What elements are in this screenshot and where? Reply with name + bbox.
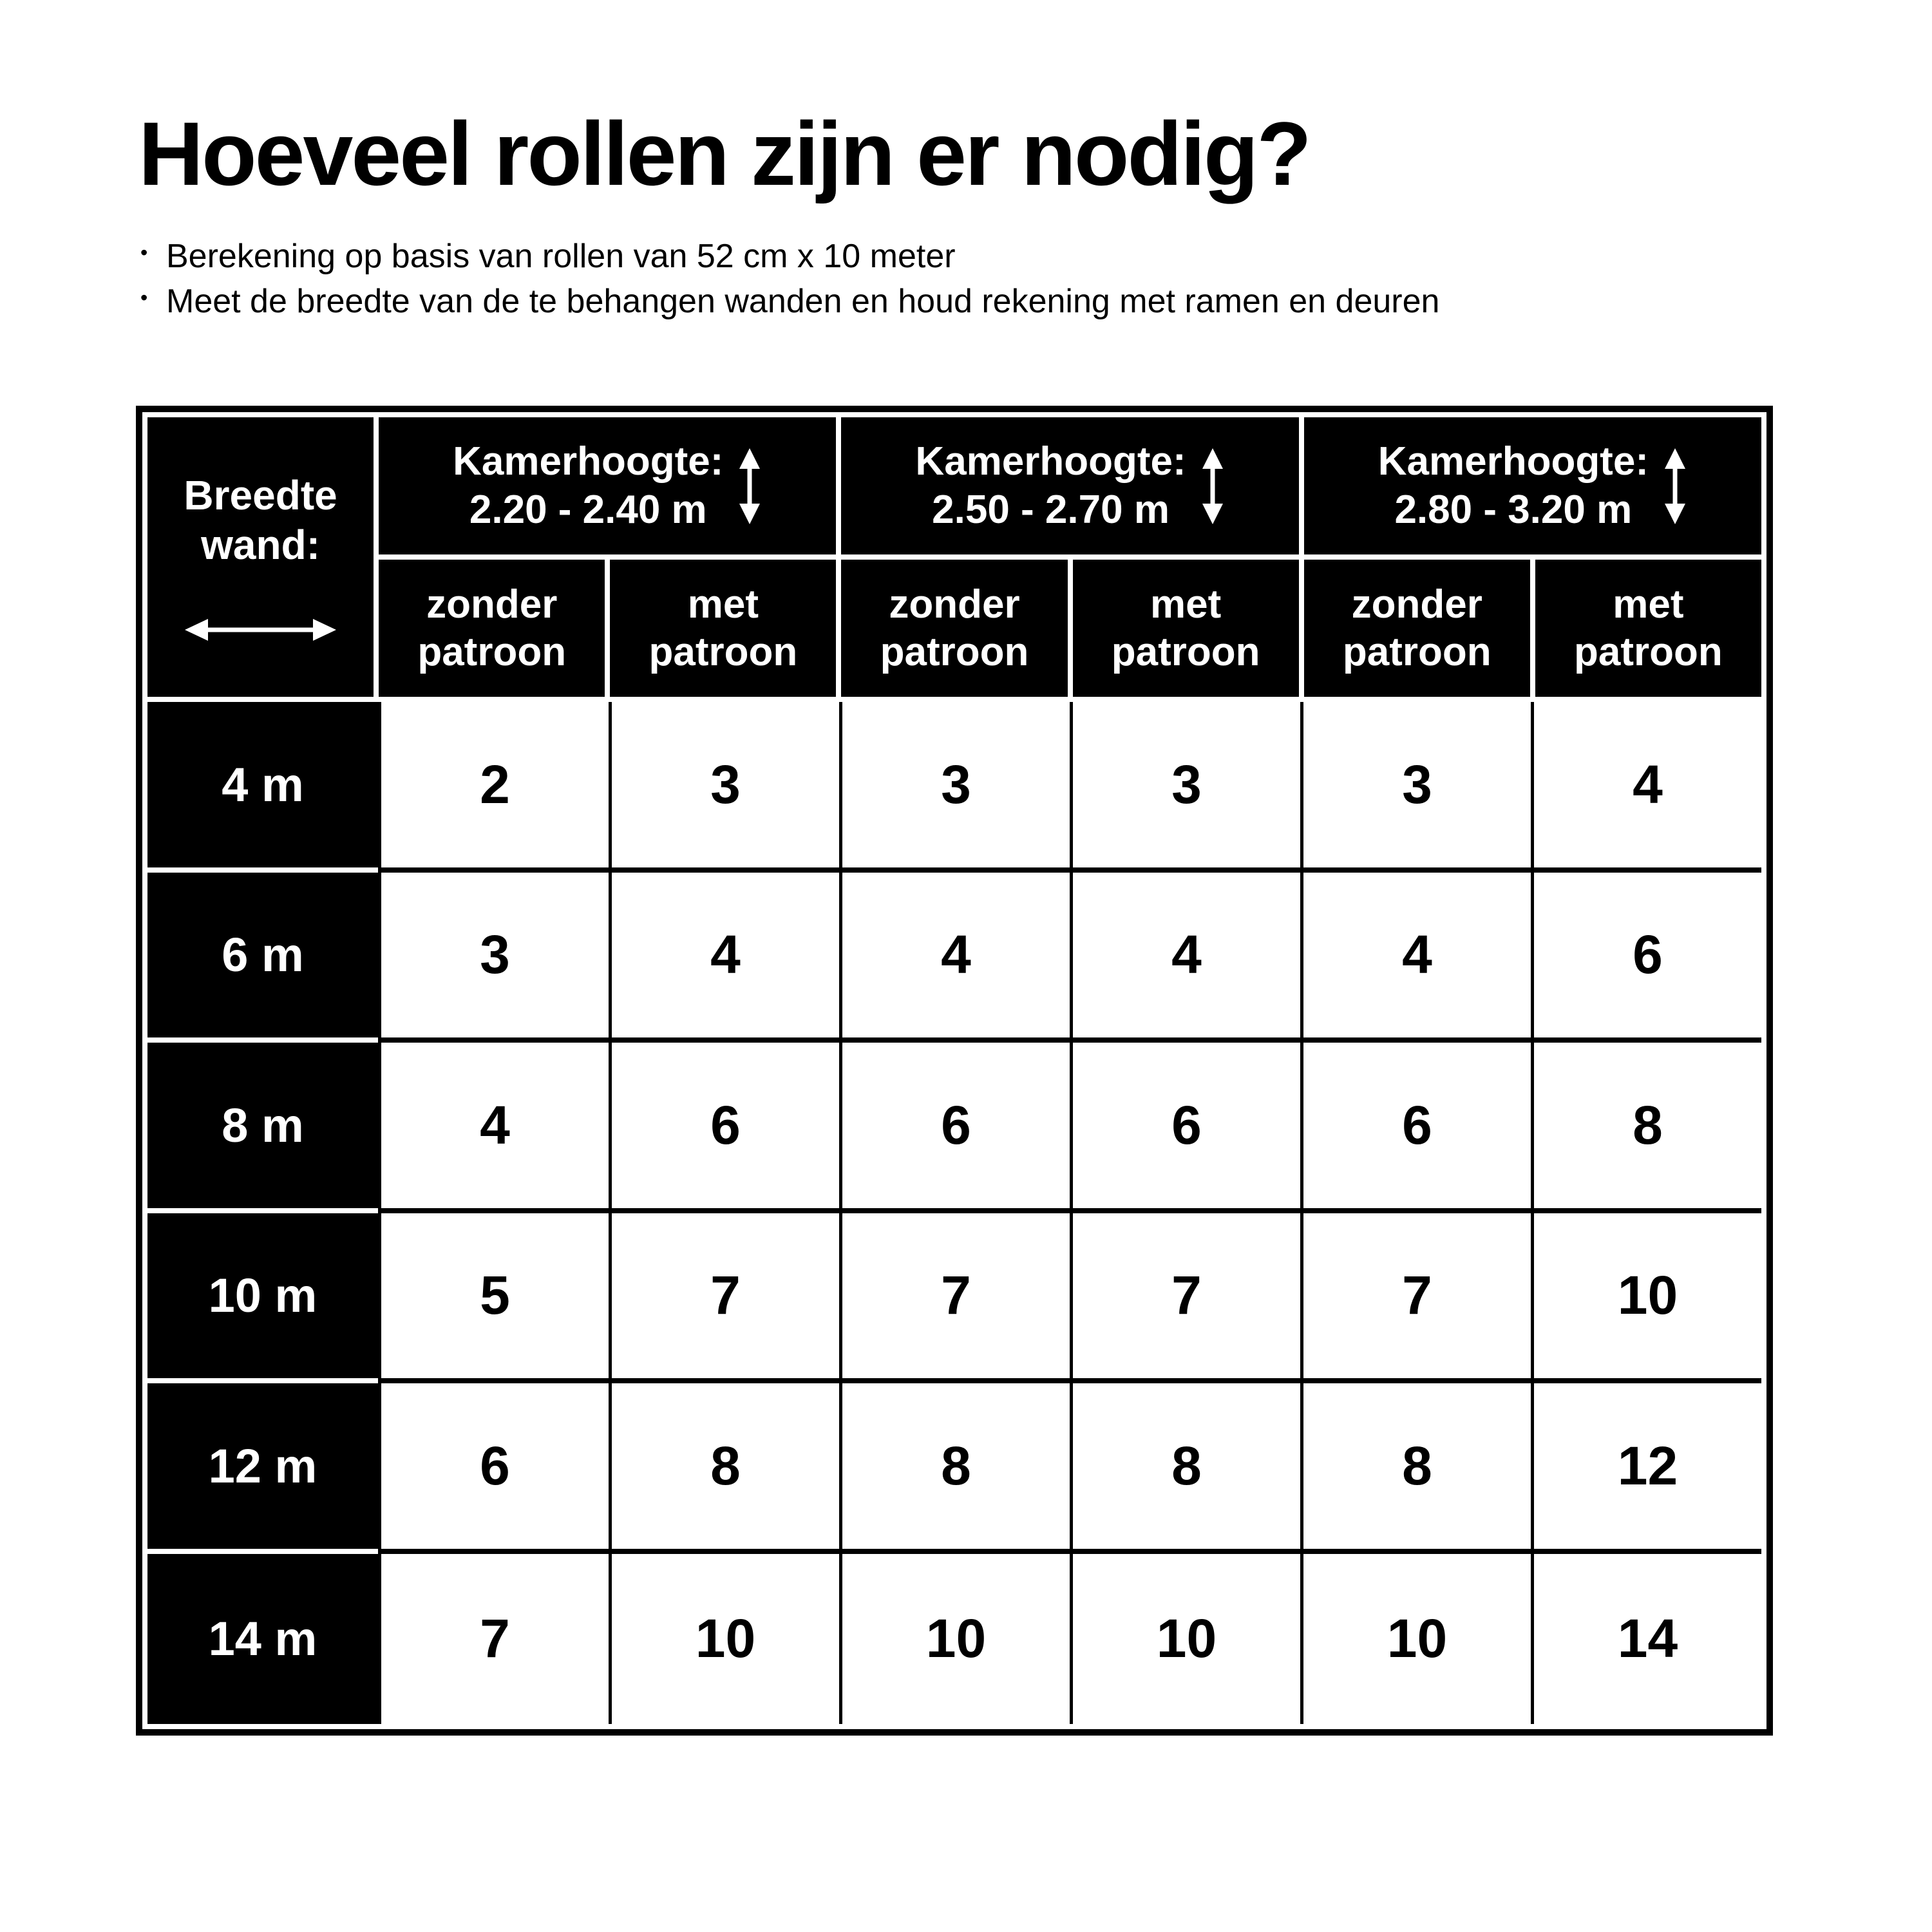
column-group-kamerhoogte-1 <box>379 417 836 554</box>
cell-r0-c4: 3 <box>1300 702 1531 873</box>
wallpaper-rolls-table <box>136 406 1773 1736</box>
cell-r0-c0: 2 <box>378 702 609 873</box>
subheader-label: zonder patroon <box>1342 582 1492 674</box>
cell-r2-c1: 6 <box>609 1043 839 1213</box>
kamerhoogte-range: 2.50 - 2.70 m <box>932 487 1170 532</box>
bullet-item-measure-walls: • Meet de breedte van de te behangen wanden en houd rekening met ramen en deuren <box>140 285 1439 318</box>
cell-r3-c2: 7 <box>839 1213 1070 1384</box>
cell-r0-c1: 3 <box>609 702 839 873</box>
cell-r1-c2: 4 <box>839 873 1070 1043</box>
row-header-12m: 12 m <box>147 1383 378 1554</box>
cell-r4-c5: 12 <box>1531 1383 1761 1554</box>
cell-r0-c3: 3 <box>1070 702 1300 873</box>
height-arrow-icon <box>737 448 762 524</box>
kamerhoogte-label: Kamerhoogte: <box>453 439 724 484</box>
subheader-met-patroon-3 <box>1535 560 1761 697</box>
row-header-10m: 10 m <box>147 1213 378 1384</box>
group-label <box>915 438 1186 534</box>
group-label <box>1378 438 1649 534</box>
column-group-kamerhoogte-3 <box>1304 417 1761 554</box>
cell-r2-c0: 4 <box>378 1043 609 1213</box>
kamerhoogte-range: 2.80 - 3.20 m <box>1394 487 1633 532</box>
page-title: Hoeveel rollen zijn er nodig? <box>138 103 1310 204</box>
cell-r3-c4: 7 <box>1300 1213 1531 1384</box>
subheader-label: zonder patroon <box>417 582 567 674</box>
cell-r2-c4: 6 <box>1300 1043 1531 1213</box>
cell-r4-c3: 8 <box>1070 1383 1300 1554</box>
cell-r3-c0: 5 <box>378 1213 609 1384</box>
table-header <box>147 417 1761 697</box>
cell-r2-c3: 6 <box>1070 1043 1300 1213</box>
group-label <box>453 438 723 534</box>
column-group-kamerhoogte-2 <box>841 417 1298 554</box>
cell-r4-c2: 8 <box>839 1383 1070 1554</box>
cell-r5-c2: 10 <box>839 1554 1070 1725</box>
cell-r5-c4: 10 <box>1300 1554 1531 1725</box>
subheader-label: met patroon <box>1111 582 1260 674</box>
cell-r1-c5: 6 <box>1531 873 1761 1043</box>
cell-r5-c5: 14 <box>1531 1554 1761 1725</box>
subheader-met-patroon-1 <box>610 560 836 697</box>
cell-r3-c3: 7 <box>1070 1213 1300 1384</box>
subheader-met-patroon-2 <box>1073 560 1299 697</box>
table-body <box>147 702 1761 1724</box>
bullet-item-roll-size: • Berekening op basis van rollen van 52 cm x 10 meter <box>140 240 1439 273</box>
height-arrow-icon <box>1663 448 1687 524</box>
cell-r4-c4: 8 <box>1300 1383 1531 1554</box>
row-header-8m: 8 m <box>147 1043 378 1213</box>
cell-r1-c0: 3 <box>378 873 609 1043</box>
cell-r0-c5: 4 <box>1531 702 1761 873</box>
cell-r2-c5: 8 <box>1531 1043 1761 1213</box>
cell-r2-c2: 6 <box>839 1043 1070 1213</box>
row-header-6m: 6 m <box>147 873 378 1043</box>
subheader-zonder-patroon-3 <box>1304 560 1530 697</box>
cell-r5-c3: 10 <box>1070 1554 1300 1725</box>
bullet-list <box>140 240 1439 330</box>
cell-r3-c1: 7 <box>609 1213 839 1384</box>
row-header-14m: 14 m <box>147 1554 378 1725</box>
kamerhoogte-label: Kamerhoogte: <box>1378 439 1649 484</box>
height-arrow-icon <box>1200 448 1225 524</box>
width-arrow-icon <box>185 616 336 643</box>
cell-r3-c5: 10 <box>1531 1213 1761 1384</box>
subheader-label: met patroon <box>649 582 798 674</box>
subheader-label: zonder patroon <box>880 582 1029 674</box>
kamerhoogte-range: 2.20 - 2.40 m <box>469 487 707 532</box>
subheader-label: met patroon <box>1574 582 1723 674</box>
cell-r0-c2: 3 <box>839 702 1070 873</box>
cell-r1-c4: 4 <box>1300 873 1531 1043</box>
cell-r4-c0: 6 <box>378 1383 609 1554</box>
kamerhoogte-label: Kamerhoogte: <box>915 439 1186 484</box>
subheader-zonder-patroon-1 <box>379 560 605 697</box>
breedte-wand-label: Breedte wand: <box>184 472 337 568</box>
cell-r5-c1: 10 <box>609 1554 839 1725</box>
cell-r1-c1: 4 <box>609 873 839 1043</box>
cell-r1-c3: 4 <box>1070 873 1300 1043</box>
row-header-4m: 4 m <box>147 702 378 873</box>
subheader-zonder-patroon-2 <box>841 560 1067 697</box>
cell-r5-c0: 7 <box>378 1554 609 1725</box>
corner-header-breedte-wand <box>147 417 374 697</box>
cell-r4-c1: 8 <box>609 1383 839 1554</box>
